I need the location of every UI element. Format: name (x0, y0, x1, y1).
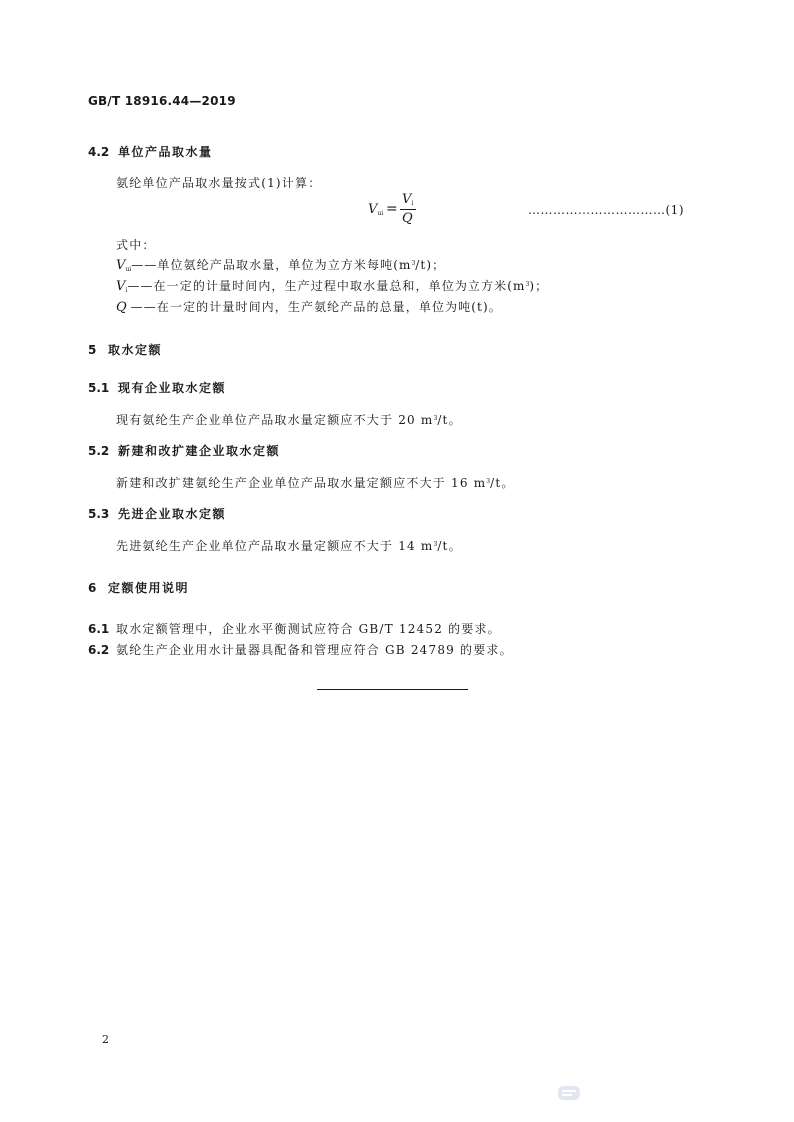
section-5-2-text: 新建和改扩建氨纶生产企业单位产品取水量定额应不大于 16 $m^3/t$。 (116, 476, 515, 490)
clause-text: 氨纶生产企业用水计量器具配备和管理应符合 GB 24789 的要求。 (116, 643, 513, 657)
section-number: 6 (88, 581, 97, 595)
section-title: 新建和改扩建企业取水定额 (118, 444, 281, 458)
where-label: 式中： (116, 238, 156, 252)
section-number: 5.3 (88, 507, 110, 521)
formula-denominator: Q (402, 211, 413, 226)
section-number: 4.2 (88, 145, 110, 159)
formula-numerator: $V_i$ (402, 192, 414, 207)
section-5-heading (88, 341, 162, 358)
standard-code: GB/T 18916.44—2019 (88, 94, 236, 108)
section-5-1-text: 现有氨纶生产企业单位产品取水量定额应不大于 20 $m^3/t$。 (116, 413, 462, 427)
section-title: 单位产品取水量 (118, 145, 213, 159)
section-6-heading (88, 579, 189, 596)
section-number: 5 (88, 343, 97, 357)
variable-definition: Q ——在一定的计量时间内，生产氨纶产品的总量，单位为吨(t)。 (116, 300, 502, 315)
section-title: 取水定额 (108, 343, 163, 357)
clause-number: 6.2 (88, 643, 110, 657)
section-title: 现有企业取水定额 (118, 381, 227, 395)
section-5-3-text: 先进氨纶生产企业单位产品取水量定额应不大于 14 $m^3/t$。 (116, 539, 462, 553)
formula-equals: = (386, 201, 398, 217)
page-number: 2 (102, 1033, 109, 1046)
section-number: 5.1 (88, 381, 110, 395)
end-of-document-rule (317, 689, 468, 690)
watermark-logo-icon (556, 1083, 582, 1103)
fraction-bar (400, 209, 416, 210)
section-number: 5.2 (88, 444, 110, 458)
clause-6-1 (88, 620, 501, 637)
formula-intro: 氨纶单位产品取水量按式(1)计算： (116, 176, 322, 190)
section-5-2-heading (88, 442, 280, 459)
variable-definition: $V_i——$在一定的计量时间内，生产过程中取水量总和，单位为立方米$(m^3)$； (116, 279, 549, 294)
section-title: 定额使用说明 (108, 581, 190, 595)
clause-6-2 (88, 641, 513, 658)
section-4-2-heading (88, 143, 213, 160)
section-5-1-heading (88, 379, 226, 396)
clause-number: 6.1 (88, 622, 110, 636)
clause-text: 取水定额管理中，企业水平衡测试应符合 GB/T 12452 的要求。 (116, 622, 501, 636)
formula (368, 192, 448, 228)
variable-definition: $V_{ui}——$单位氨纶产品取水量，单位为立方米每吨$(m^3/t)$； (116, 258, 446, 273)
section-title: 先进企业取水定额 (118, 507, 227, 521)
equation-number: ……………………………(1) (528, 203, 684, 217)
formula-lhs: $V_{ui}$ (368, 202, 384, 217)
section-5-3-heading (88, 505, 226, 522)
